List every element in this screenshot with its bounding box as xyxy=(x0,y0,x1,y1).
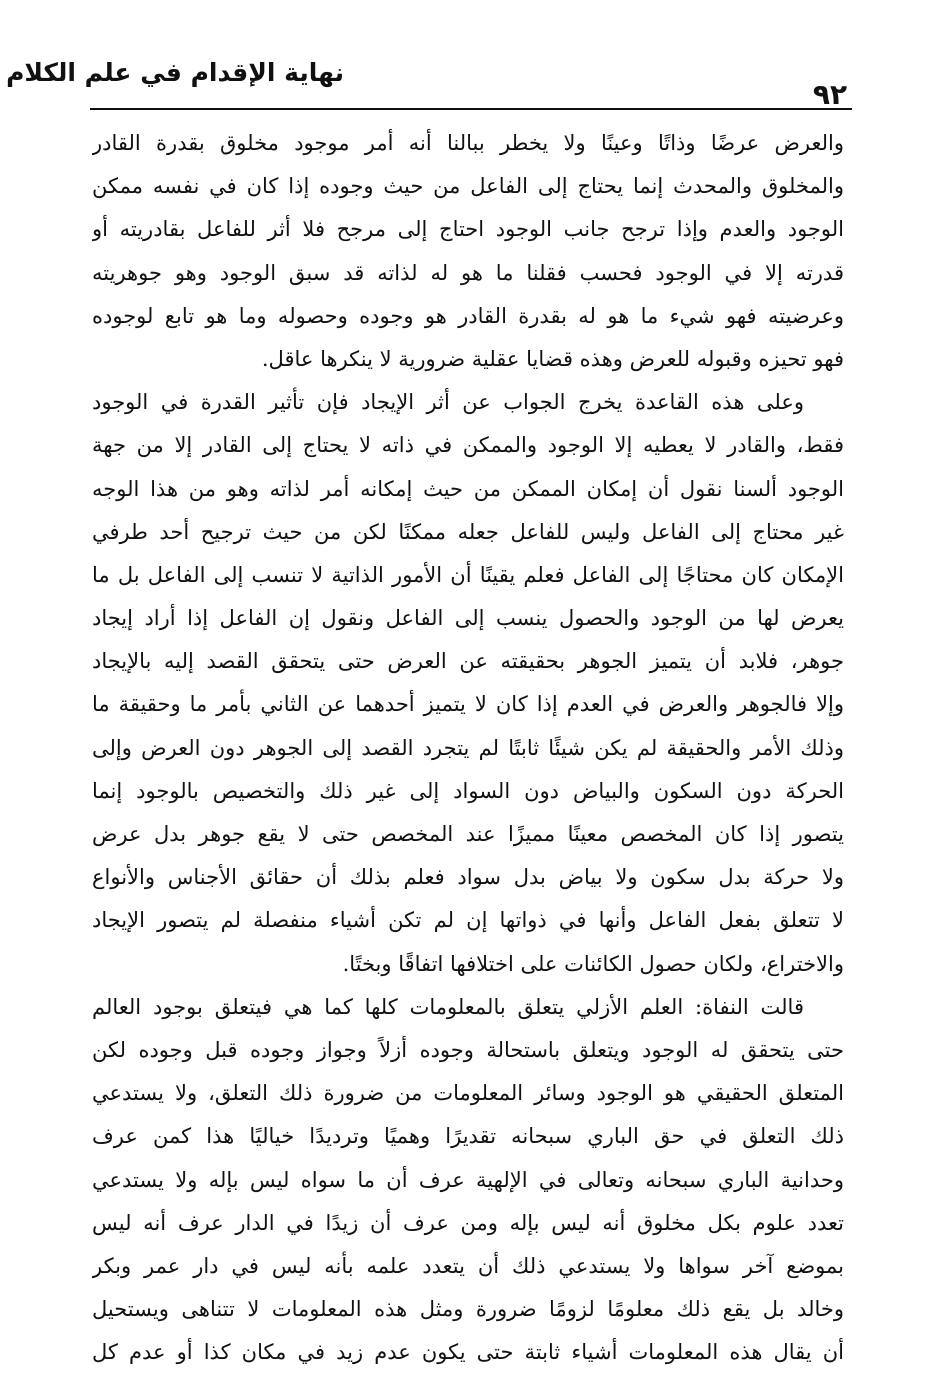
text-line: أن يقال هذه المعلومات أشياء ثابتة حتى يكون عدم زيد في مكان كذا أو عدم كل xyxy=(92,1340,844,1365)
text-line: قالت النفاة: العلم الأزلي يتعلق بالمعلومات كلها كما هي فيتعلق بوجود العالم xyxy=(92,994,804,1019)
text-line: قدرته إلا في الوجود فحسب فقلنا ما هو له لذاته قد سبق الوجود وهو جوهريته xyxy=(92,260,844,285)
text-line: الوجود ألسنا نقول أن إمكان الممكن من حيث إمكانه أمر لذاته وهو من هذا الوجه xyxy=(92,476,844,501)
text-line: فقط، والقادر لا يعطيه إلا الوجود والممكن في ذاته لا يحتاج إلى القادر إلا من جهة xyxy=(92,433,844,458)
paragraph-2 xyxy=(92,381,844,986)
text-line: وحدانية الباري سبحانه وتعالى في الإلهية عرف أن ما سواه ليس بإله ولا يستدعي xyxy=(92,1167,844,1192)
text-line: وعلى هذه القاعدة يخرج الجواب عن أثر الإيجاد فإن تأثير القدرة في الوجود xyxy=(92,390,804,415)
text-line: يعرض لها من الوجود والحصول ينسب إلى الفاعل ونقول إن الفاعل إذا أراد إيجاد xyxy=(92,606,844,631)
paragraph-1 xyxy=(92,122,844,381)
running-title: نهاية الإقدام في علم الكلام xyxy=(6,58,344,87)
header-rule xyxy=(90,108,852,110)
text-line: وعرضيته فهو شيء ما هو له بقدرة القادر هو وجوده وحصوله وما هو تابع لوجوده xyxy=(92,303,844,328)
text-line: والاختراع، ولكان حصول الكائنات على اختلافها اتفاقًا وبختًا. xyxy=(342,951,844,976)
text-line: وخالد بل يقع ذلك معلومًا لزومًا ضرورة ومثل هذه المعلومات لا تتناهى ويستحيل xyxy=(92,1297,844,1322)
text-line: وذلك الأمر والحقيقة لم يكن شيئًا ثابتًا لم يتجرد القصد إلى الجوهر دون العرض وإلى xyxy=(92,735,844,760)
text-line: الإمكان كان محتاجًا إلى الفاعل فعلم يقينًا أن الأمور الذاتية لا تنسب إلى الفاعل بل ما xyxy=(92,562,844,587)
text-line: غير محتاج إلى الفاعل وليس للفاعل جعله ممكنًا لكن من حيث ترجيح أحد طرفي xyxy=(92,519,844,544)
text-line: المتعلق الحقيقي هو الوجود وسائر المعلومات من ضرورة ذلك التعلق، ولا يستدعي xyxy=(92,1081,844,1106)
text-line: تعدد علوم بكل مخلوق أنه ليس بإله ومن عرف أن زيدًا في الدار عرف أنه ليس xyxy=(92,1210,844,1235)
paragraph-3 xyxy=(92,986,844,1375)
text-line: جوهر، فلابد أن يتميز الجوهر بحقيقته عن العرض حتى يتحقق القصد إليه بالإيجاد xyxy=(92,649,844,674)
text-line: والمخلوق والمحدث إنما يحتاج إلى الفاعل من حيث وجوده إذا كان في نفسه ممكن xyxy=(92,174,844,199)
text-line: حتى يتحقق له الوجود ويتعلق باستحالة وجوده أزلاً وجواز وجوده قبل وجوده لكن xyxy=(92,1037,844,1062)
text-line: يتصور إذا كان المخصص معينًا مميزًا عند المخصص حتى لا يقع جوهر بدل عرض xyxy=(92,822,844,846)
text-line: ولا حركة بدل سكون ولا بياض بدل سواد فعلم بذلك أن حقائق الأجناس والأنواع xyxy=(92,865,844,890)
text-line: والعرض عرضًا وذاتًا وعينًا ولا يخطر ببالنا أنه أمر موجود مخلوق بقدرة القادر xyxy=(92,131,844,155)
text-line: وإلا فالجوهر والعرض في العدم إذا كان لا يتميز أحدهما عن الثاني بأمر ما وحقيقة ما xyxy=(92,692,844,717)
text-line: الوجود والعدم وإذا ترجح جانب الوجود احتاج إلى مرجح فلا أثر للفاعل بقادريته أو xyxy=(92,217,844,242)
text-line: ذلك التعلق في حق الباري سبحانه تقديرًا وهميًا وترديدًا خياليًا هذا كمن عرف xyxy=(92,1124,844,1149)
text-line: بموضع آخر سواها ولا يستدعي ذلك أن يتعدد علمه بأنه ليس في دار عمر وبكر xyxy=(92,1253,844,1278)
body-text xyxy=(92,122,844,1374)
text-line: الحركة دون السكون والبياض دون السواد إلى غير ذلك والتخصيص بالوجود إنما xyxy=(92,778,844,803)
text-line: لا تتعلق بفعل الفاعل وأنها في ذواتها إن لم تكن أشياء منفصلة لم يتصور الإيجاد xyxy=(92,908,844,933)
text-line: فهو تحيزه وقبوله للعرض وهذه قضايا عقلية ضرورية لا ينكرها عاقل. xyxy=(261,346,844,371)
page-number: ٩٢ xyxy=(812,78,848,111)
